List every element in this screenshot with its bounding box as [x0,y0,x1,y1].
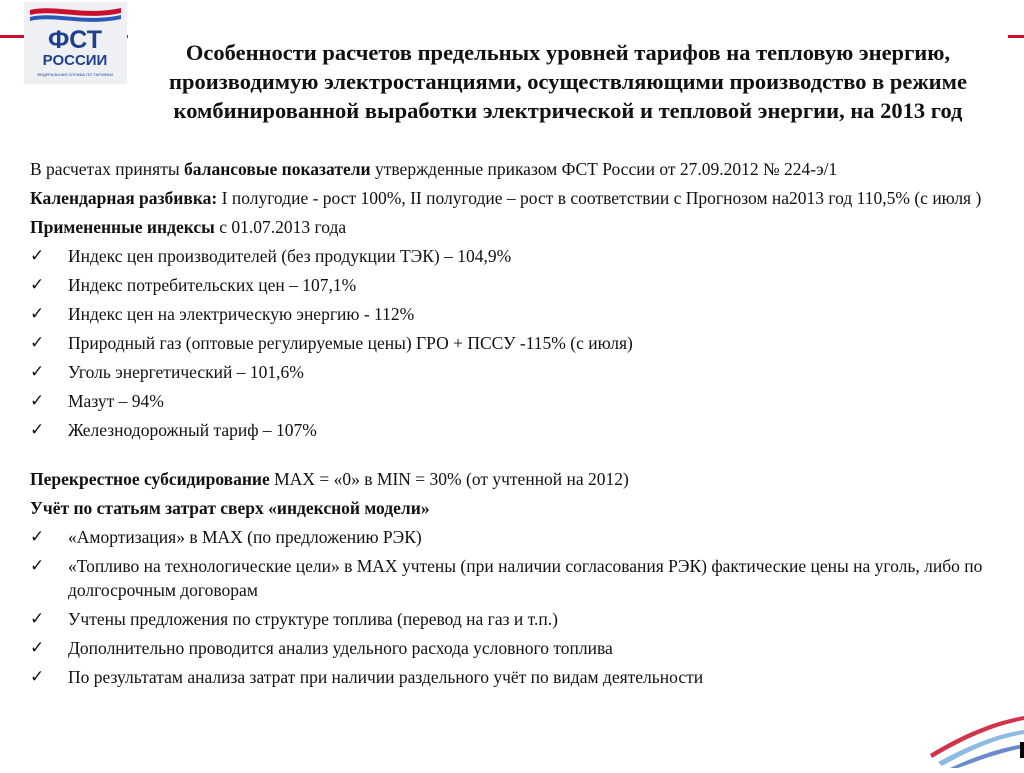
balance-bold: балансовые показатели [183,159,371,179]
check-icon: ✓ [30,362,45,382]
cross-subsidy-post: MAX = «0» в MIN = 30% (от учтенной на 2012) [269,469,629,489]
indices-post: с 01.07.2013 года [214,217,347,237]
slide-body [30,157,1005,694]
cross-subsidy-bold: Перекрестное субсидирование [30,469,270,489]
balance-paragraph [30,157,1005,181]
cost-text: «Топливо на технологические цели» в MAX учтены (при наличии согласования РЭК) фактические цены на уголь, либо по долгосрочным договорам [68,556,983,600]
cost-items-bold: Учёт по статьям затрат сверх «индексной модели» [30,498,430,518]
list-item [30,331,1005,355]
list-item [30,525,1005,549]
cost-text: «Амортизация» в MAX (по предложению РЭК) [68,527,422,547]
check-icon: ✓ [30,556,45,576]
index-text: Природный газ (оптовые регулируемые цены) ГРО + ПССУ -115% (с июля) [68,333,633,353]
spacer [30,447,1005,467]
index-text: Индекс потребительских цен – 107,1% [68,275,357,295]
calendar-post: I полугодие - рост 100%, II полугодие – рост в соответствии с Прогнозом на2013 год 110,5% (с июля ) [217,188,982,208]
check-icon: ✓ [30,333,45,353]
index-text: Индекс цен на электрическую энергию - 112% [68,304,415,324]
logo-line1: ФСТ [47,26,103,54]
list-item [30,418,1005,442]
index-text: Мазут – 94% [68,391,164,411]
index-text: Железнодорожный тариф – 107% [68,420,317,440]
index-text: Индекс цен производителей (без продукции ТЭК) – 104,9% [68,246,512,266]
logo-tagline: ФЕДЕРАЛЬНАЯ СЛУЖБА ПО ТАРИФАМ [37,72,113,77]
list-item [30,244,1005,268]
balance-pre: В расчетах приняты [30,159,184,179]
list-item [30,389,1005,413]
indices-heading [30,215,1005,239]
cost-text: Учтены предложения по структуре топлива (перевод на газ и т.п.) [68,609,558,629]
cost-items-heading [30,496,1005,520]
list-item [30,360,1005,384]
cross-subsidy-paragraph [30,467,1005,491]
check-icon: ✓ [30,304,45,324]
corner-mark [1020,742,1024,758]
check-icon: ✓ [30,420,45,440]
cost-text: По результатам анализа затрат при наличии раздельного учёт по видам деятельности [68,667,704,687]
check-icon: ✓ [30,609,45,629]
cost-text: Дополнительно проводится анализ удельного расхода условного топлива [68,638,613,658]
check-icon: ✓ [30,391,45,411]
check-icon: ✓ [30,275,45,295]
decorative-swoosh [920,696,1024,768]
calendar-bold: Календарная разбивка: [30,188,218,208]
logo-line2: РОССИИ [42,52,108,69]
slide-title: Особенности расчетов предельных уровней тарифов на тепловую энергию, производимую электростанциями, осуществляющими производство в режиме комбинированной выработки электрической и тепловой энергии, на 2013 год [169,40,967,123]
list-item [30,665,1005,689]
list-item [30,302,1005,326]
calendar-paragraph [30,186,1005,210]
check-icon: ✓ [30,638,45,658]
list-item [30,636,1005,660]
list-item [30,554,1005,602]
check-icon: ✓ [30,667,45,687]
list-item [30,273,1005,297]
indices-bold: Примененные индексы [30,217,215,237]
balance-post: утвержденные приказом ФСТ России от 27.09.2012 № 224-э/1 [370,159,838,179]
check-icon: ✓ [30,527,45,547]
index-text: Уголь энергетический – 101,6% [68,362,304,382]
list-item [30,607,1005,631]
fst-logo [24,2,127,84]
check-icon: ✓ [30,246,45,266]
